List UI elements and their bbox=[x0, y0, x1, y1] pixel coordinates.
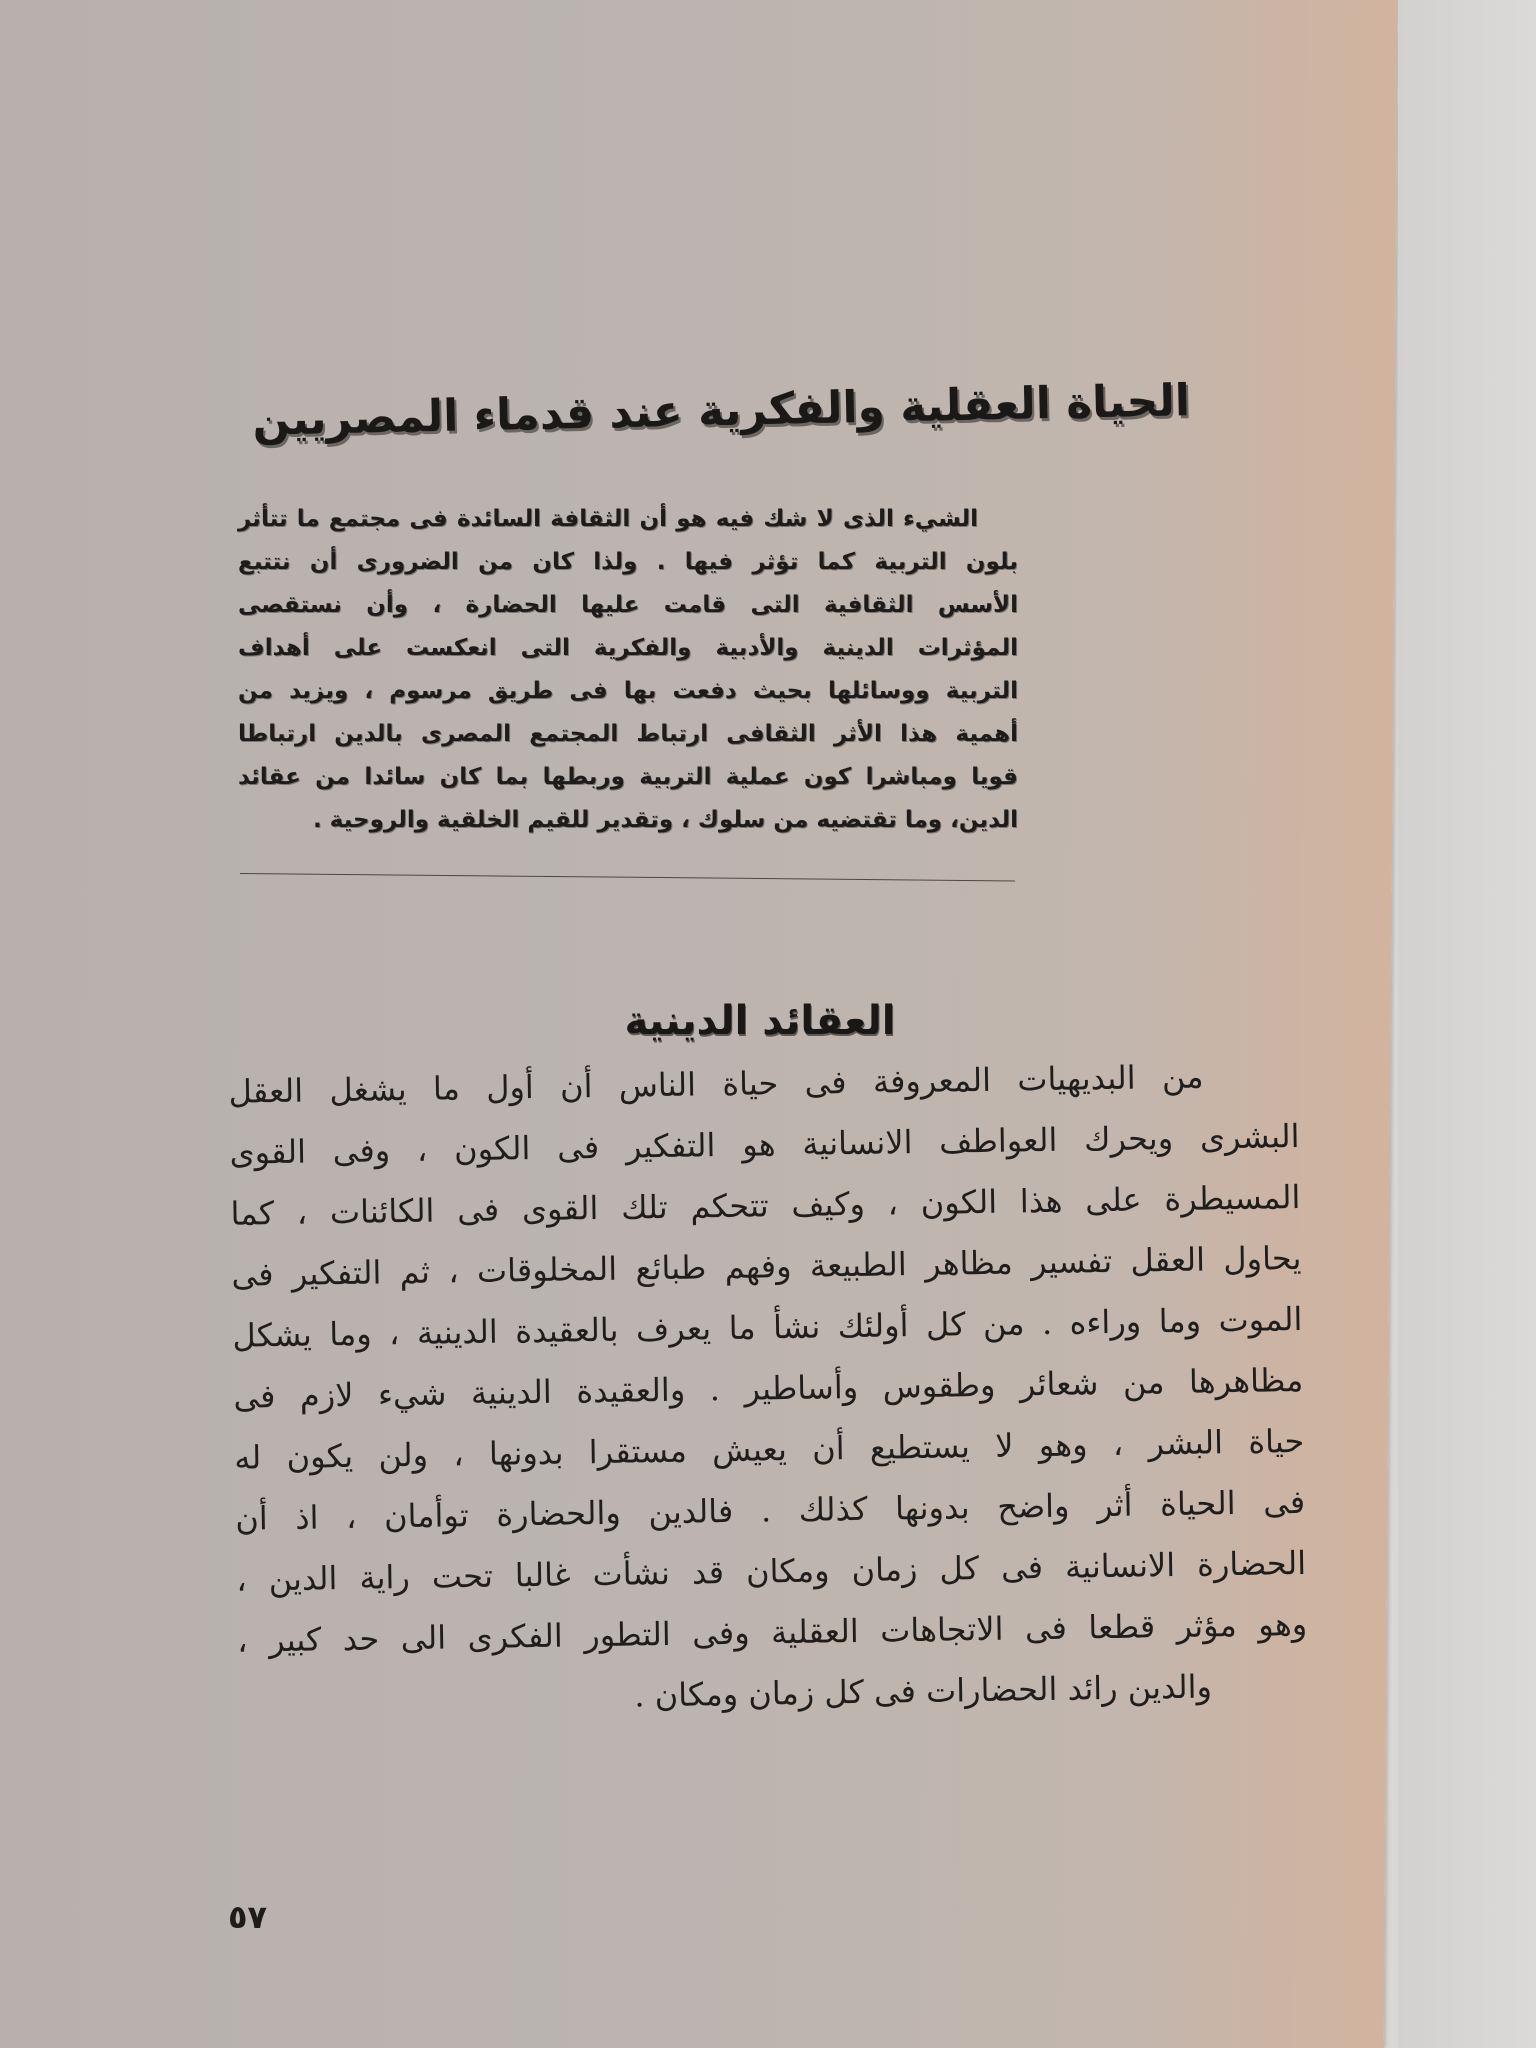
intro-line: أهمية هذا الأثر الثقافى ارتباط المجتمع المصرى بالدين ارتباطا bbox=[238, 721, 1018, 747]
intro-line: المؤثرات الدينية والأدبية والفكرية التى انعكست على أهداف bbox=[238, 635, 1018, 661]
body-line: فى الحياة أثر واضح بدونها كذلك . فالدين والحضارة توأمان ، اذ أن bbox=[235, 1482, 1306, 1538]
body-line: المسيطرة على هذا الكون ، وكيف تتحكم تلك القوى فى الكائنات ، كما bbox=[230, 1177, 1301, 1233]
intro-line: الشيء الذى لا شك فيه هو أن الثقافة السائدة فى مجتمع ما تتأثر bbox=[238, 506, 978, 532]
intro-line: الأسس الثقافية التى قامت عليها الحضارة ، وأن نستقصى bbox=[238, 592, 1018, 618]
body-line: من البديهيات المعروفة فى حياة الناس أن أول ما يشغل العقل bbox=[228, 1057, 1204, 1111]
adjacent-page-edge bbox=[1398, 0, 1536, 2048]
body-line: مظاهرها من شعائر وطقوس وأساطير . والعقيدة الدينية شيء لازم فى bbox=[233, 1360, 1304, 1416]
section-heading: العقائد الدينية bbox=[624, 998, 896, 1045]
body-line: البشرى ويحرك العواطف الانسانية هو التفكير فى الكون ، وفى القوى bbox=[229, 1116, 1300, 1172]
body-line: الحضارة الانسانية فى كل زمان ومكان قد نشأت غالبا تحت راية الدين ، bbox=[235, 1543, 1307, 1599]
intro-line: التربية ووسائلها بحيث دفعت بها فى طريق مرسوم ، ويزيد من bbox=[238, 678, 1018, 704]
body-paragraph bbox=[228, 1045, 1308, 1733]
body-line: حياة البشر ، وهو لا يستطيع أن يعيش مستقرا بدونها ، ولن يكون له bbox=[234, 1421, 1305, 1477]
intro-line: بلون التربية كما تؤثر فيها . ولذا كان من الضرورى أن نتتبع bbox=[238, 549, 1018, 575]
intro-paragraph bbox=[238, 498, 1018, 842]
chapter-title: الحياة العقلية والفكرية عند قدماء المصريين bbox=[251, 375, 1191, 447]
body-line: يحاول العقل تفسير مظاهر الطبيعة وفهم طبائع المخلوقات ، ثم التفكير فى bbox=[231, 1238, 1302, 1294]
intro-line: الدين، وما تقتضيه من سلوك ، وتقدير للقيم الخلقية والروحية . bbox=[312, 807, 1018, 833]
body-line: وهو مؤثر قطعا فى الاتجاهات العقلية وفى التطور الفكرى الى حد كبير ، bbox=[236, 1604, 1308, 1660]
body-line: والدين رائد الحضارات فى كل زمان ومكان . bbox=[634, 1667, 1213, 1715]
body-line: الموت وما وراءه . من كل أولئك نشأ ما يعرف بالعقيدة الدينية ، وما يشكل bbox=[232, 1299, 1303, 1355]
intro-line: قويا ومباشرا كون عملية التربية وربطها بما كان سائدا من عقائد bbox=[238, 764, 1018, 790]
page-number: ٥٧ bbox=[228, 1898, 268, 1936]
